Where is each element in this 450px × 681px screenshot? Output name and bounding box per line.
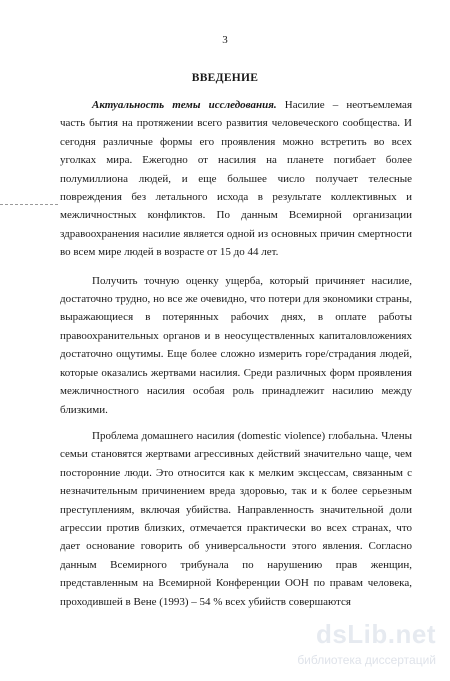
scan-artifact-line [0,204,58,205]
paragraph-text: Насилие – неотъемлемая часть бытия на протяжении всего развития человеческого сообщества. И сегодня различные формы его проявления можно встретить во всех уголках мира. Ежегодно от насилия на планете погибает более полумиллиона людей, и еще большее число получает телесные повреждения без летального исхода в результате коллективных и межличностных конфликтов. По данным Всемирной организации здравоохранения насилие является одной из основных причин смертности во всем мире людей в возрасте от 15 до 44 лет. [60,99,412,259]
watermark-caption: библиотека диссертаций [297,653,436,667]
document-body [60,96,412,619]
paragraph-lead: Актуальность темы исследования. [92,99,277,111]
watermark [256,619,436,669]
watermark-logo: dsLib.net [315,619,436,649]
paragraph-damage: Получить точную оценку ущерба, который причиняет насилие, достаточно трудно, но все же очевидно, что потери для экономики страны, выражающиеся в потерянных рабочих днях, в оплате работы правоохранительных органов и в неосуществленных капиталовложениях достаточно ощутимы. Еще более сложно измерить горе/страдания людей, которые оказались жертвами насилия. Среди различных форм проявления межличностного насилия особая роль принадлежит насилию между близкими. [60,274,412,416]
section-heading: ВВЕДЕНИЕ [191,72,259,84]
paragraph-relevance [60,96,412,262]
paragraph-domestic-violence: Проблема домашнего насилия (domestic violence) глобальна. Члены семьи становятся жертвами агрессивных действий значительно чаще, чем посторонние люди. Это относится как к мелким эксцессам, связанным с незначительным причинением вреда здоровью, так и к более серьезным преступлениям, включая убийства. Направленность значительной доли агрессии против близких, отмечается практически во всех странах, что дает основание говорить об универсальности этого явления. Согласно данным Всемирного трибунала по нарушению прав женщин, представленным на Всемирной Конференции ООН по правам человека, проходившей в Вене (1993) – 54 % всех убийств совершаются [60,429,412,608]
page-number: 3 [222,34,228,46]
